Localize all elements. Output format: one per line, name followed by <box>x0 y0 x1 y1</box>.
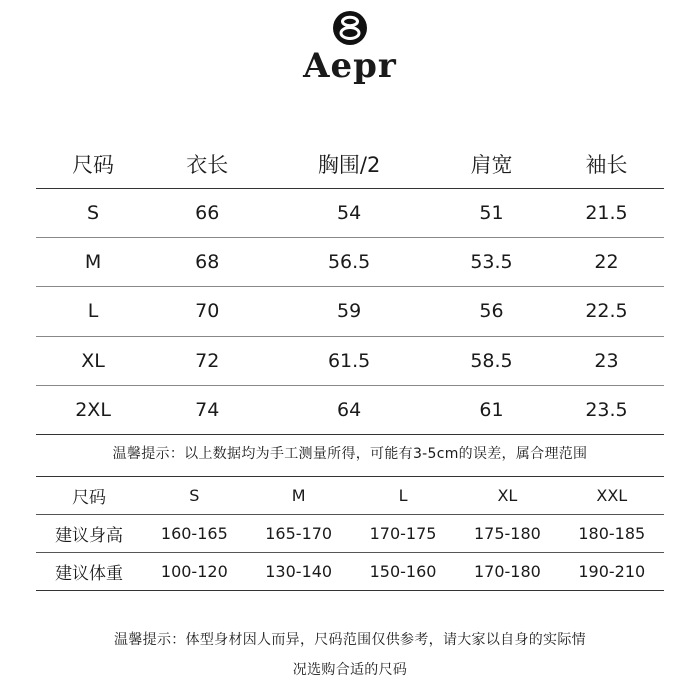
cell-sleeve: 21.5 <box>549 188 664 237</box>
brand-logo <box>0 8 700 86</box>
fit-cell: 160-165 <box>142 515 246 553</box>
fit-table-header-row <box>36 477 664 515</box>
cell-size: XL <box>36 336 150 385</box>
cell-shoulder: 56 <box>434 287 549 336</box>
fit-cell: 175-180 <box>455 515 559 553</box>
fit-cell: 180-185 <box>560 515 664 553</box>
cell-length: 72 <box>150 336 264 385</box>
size-table-header-row <box>36 140 664 188</box>
cell-length: 74 <box>150 386 264 435</box>
cell-chest: 61.5 <box>264 336 434 385</box>
table-row <box>36 287 664 336</box>
cell-length: 66 <box>150 188 264 237</box>
cell-chest: 64 <box>264 386 434 435</box>
fit-row-label-weight: 建议体重 <box>36 553 142 591</box>
fit-note <box>40 625 660 685</box>
fit-header-size: 尺码 <box>36 477 142 515</box>
cell-size: M <box>36 237 150 286</box>
cell-shoulder: 58.5 <box>434 336 549 385</box>
header-shoulder: 肩宽 <box>434 140 549 188</box>
header-size: 尺码 <box>36 140 150 188</box>
cell-sleeve: 22 <box>549 237 664 286</box>
table-row <box>36 188 664 237</box>
fit-row-label-height: 建议身高 <box>36 515 142 553</box>
cell-sleeve: 23.5 <box>549 386 664 435</box>
fit-header-m: M <box>247 477 351 515</box>
fit-header-l: L <box>351 477 455 515</box>
fit-note-line-2: 况选购合适的尺码 <box>292 662 408 678</box>
cell-shoulder: 53.5 <box>434 237 549 286</box>
header-length: 衣长 <box>150 140 264 188</box>
cell-size: L <box>36 287 150 336</box>
cell-sleeve: 23 <box>549 336 664 385</box>
stacked-rings-logo-icon <box>330 8 370 48</box>
table-row <box>36 553 664 591</box>
brand-name: Aepr <box>303 46 397 86</box>
fit-header-s: S <box>142 477 246 515</box>
cell-size: S <box>36 188 150 237</box>
cell-sleeve: 22.5 <box>549 287 664 336</box>
table-row <box>36 386 664 435</box>
fit-cell: 165-170 <box>247 515 351 553</box>
measurement-note: 温馨提示：以上数据均为手工测量所得，可能有3-5cm的误差，属合理范围 <box>112 446 588 462</box>
cell-chest: 59 <box>264 287 434 336</box>
table-row <box>36 237 664 286</box>
fit-cell: 170-175 <box>351 515 455 553</box>
fit-note-line-1: 温馨提示：体型身材因人而异，尺码范围仅供参考，请大家以自身的实际情 <box>114 632 586 648</box>
fit-cell: 190-210 <box>560 553 664 591</box>
fit-recommendation-table <box>36 476 664 591</box>
header-chest: 胸围/2 <box>264 140 434 188</box>
cell-size: 2XL <box>36 386 150 435</box>
size-measurement-table <box>36 140 664 435</box>
cell-length: 68 <box>150 237 264 286</box>
fit-cell: 130-140 <box>247 553 351 591</box>
fit-header-xxl: XXL <box>560 477 664 515</box>
cell-shoulder: 51 <box>434 188 549 237</box>
fit-cell: 170-180 <box>455 553 559 591</box>
cell-chest: 56.5 <box>264 237 434 286</box>
table-row <box>36 336 664 385</box>
cell-shoulder: 61 <box>434 386 549 435</box>
header-sleeve: 袖长 <box>549 140 664 188</box>
cell-length: 70 <box>150 287 264 336</box>
fit-cell: 100-120 <box>142 553 246 591</box>
fit-cell: 150-160 <box>351 553 455 591</box>
cell-chest: 54 <box>264 188 434 237</box>
fit-header-xl: XL <box>455 477 559 515</box>
table-row <box>36 515 664 553</box>
